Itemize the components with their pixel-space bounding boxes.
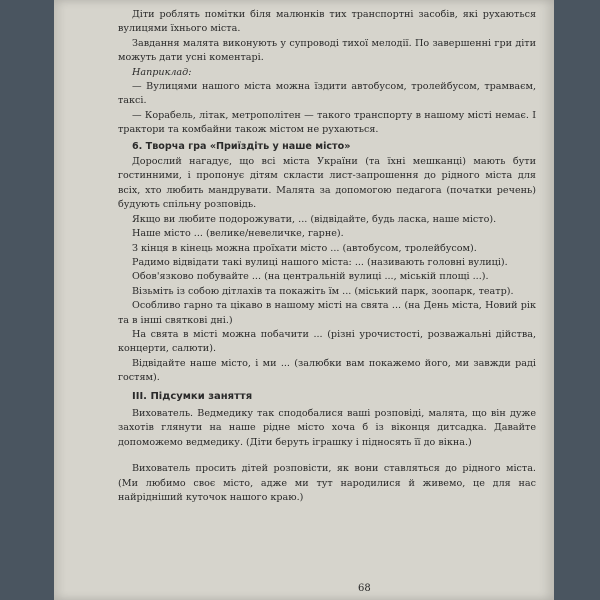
- paragraph: Наприклад:: [132, 66, 192, 78]
- paragraph: З кінця в кінець можна проїхати місто ... (автобусом, тролейбусом).: [132, 242, 477, 254]
- book-page: [54, 0, 554, 600]
- paragraph: Обов'язково побувайте ... (на центральній вулиці ..., міській площі ...).: [132, 271, 489, 283]
- page-number: 68: [358, 583, 371, 594]
- paragraph: Завдання малята виконують у супроводі тихої мелодії. По завершенні гри діти можуть дати усні коментарі.: [118, 37, 536, 64]
- paragraph: Діти роблять помітки біля малюнків тих транспортні засобів, які рухаються вулицями їхнього міста.: [118, 9, 536, 35]
- paragraph: Особливо гарно та цікаво в нашому місті на свята ... (на День міста, Новий рік та в інші святкові дні.): [118, 300, 536, 326]
- paragraph: Вихователь просить дітей розповісти, як вони ставляться до рідного міста. (Ми любимо своє місто, адже ми тут народилися й живемо, це для нас найрідніший куточок нашого краю.): [118, 463, 536, 503]
- paragraph: Наше місто ... (велике/невеличке, гарне).: [132, 228, 344, 240]
- paragraph: На свята в місті можна побачити ... (різні урочистості, розважальні дійства, концерти, салюти).: [118, 328, 536, 355]
- paragraph: Відвідайте наше місто, і ми ... (залюбки вам покажемо його, ми завжди раді гостям).: [118, 357, 536, 384]
- paragraph: Якщо ви любите подорожувати, ... (відвідайте, будь ласка, наше місто).: [132, 213, 497, 225]
- paragraph: — Вулицями нашого міста можна їздити автобусом, тролейбусом, трамваєм, таксі.: [118, 81, 536, 107]
- paragraph: Дорослий нагадує, що всі міста України (та їхні мешканці) мають бути гостинними, і пропонує дітям скласти лист-запрошення до рідного міста для всіх, хто любить мандрувати. Малята за допомогою педагога (початки речень) будують спільну розповідь.: [118, 156, 536, 211]
- page-text: [118, 8, 536, 505]
- paragraph: Візьміть із собою дітлахів та покажіть їм ... (міський парк, зоопарк, театр).: [132, 285, 514, 297]
- paragraph: Вихователь. Ведмедику так сподобалися ваші розповіді, малята, що він дуже захотів глянути на наше рідне місто хоча б із віконця дитсадка. Давайте допоможемо ведмедику. (Діти беруть іграшку і підносять її до вікна.): [118, 407, 536, 448]
- section-heading-game: 6. Творча гра «Приїздіть у наше місто»: [132, 140, 351, 152]
- section-heading-summary: III. Підсумки заняття: [132, 390, 253, 402]
- paragraph: Радимо відвідати такі вулиці нашого міста: ... (називають головні вулиці).: [132, 256, 508, 268]
- paragraph: — Корабель, літак, метрополітен — такого транспорту в нашому місті немає. І трактори та комбайни також містом не рухаються.: [118, 109, 536, 136]
